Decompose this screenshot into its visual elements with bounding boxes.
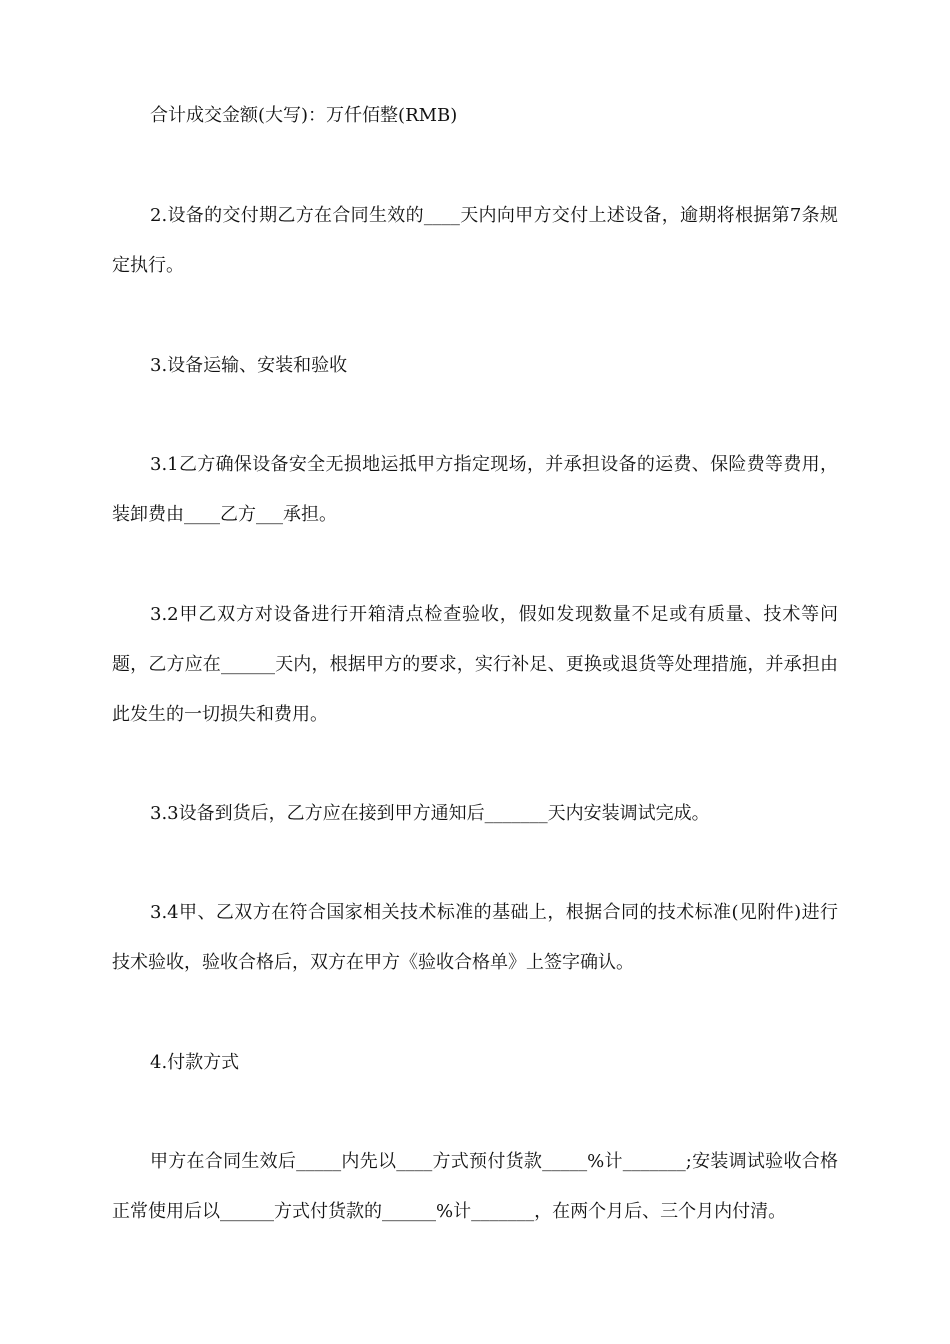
paragraph-total-amount: 合计成交金额(大写)：万仟佰整(RMB) <box>150 105 458 126</box>
paragraph-3-2: 3.2甲乙双方对设备进行开箱清点检查验收，假如发现数量不足或有质量、技术等问题，乙方应在______天内，根据甲方的要求，实行补足、更换或退货等处理措施，并承担由此发生的一切损失和费用。 <box>112 604 838 725</box>
paragraph-delivery-period: 2.设备的交付期乙方在合同生效的____天内向甲方交付上述设备，逾期将根据第7条规定执行。 <box>112 205 838 276</box>
paragraph-payment-terms: 甲方在合同生效后_____内先以____方式预付货款_____%计_______;安装调试验收合格正常使用后以______方式付货款的______%计_______，在两个月后、三个月内付清。 <box>112 1151 838 1222</box>
paragraph-3-1: 3.1乙方确保设备安全无损地运抵甲方指定现场，并承担设备的运费、保险费等费用，装卸费由____乙方___承担。 <box>112 454 838 525</box>
paragraph-3-3: 3.3设备到货后，乙方应在接到甲方通知后_______天内安装调试完成。 <box>150 803 710 824</box>
section-heading-payment: 4.付款方式 <box>150 1052 240 1073</box>
section-heading-transport: 3.设备运输、安装和验收 <box>150 355 348 376</box>
paragraph-3-4: 3.4甲、乙双方在符合国家相关技术标准的基础上，根据合同的技术标准(见附件)进行技术验收，验收合格后，双方在甲方《验收合格单》上签字确认。 <box>112 902 838 973</box>
